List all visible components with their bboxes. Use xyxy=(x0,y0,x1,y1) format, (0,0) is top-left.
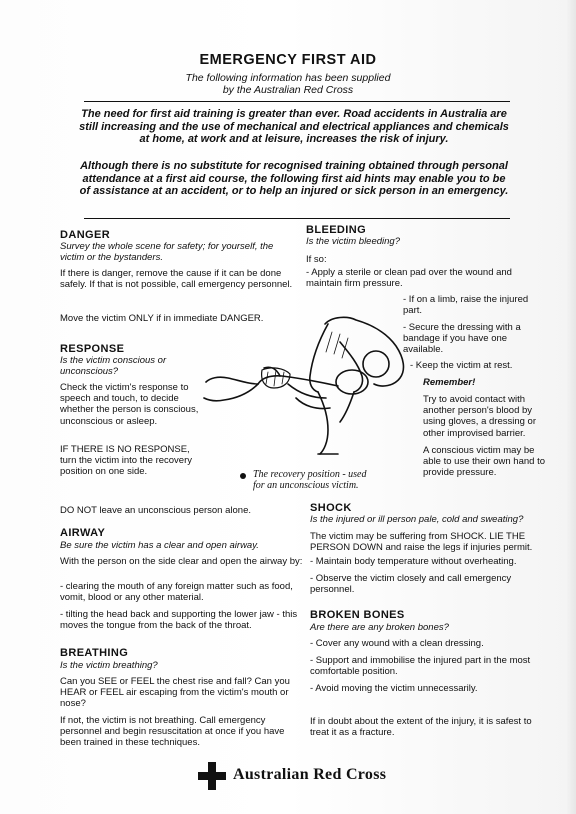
response-paragraph-3: DO NOT leave an unconscious person alone. xyxy=(60,505,251,516)
danger-paragraph-2: Move the victim ONLY if in immediate DANGER. xyxy=(60,313,264,324)
intro-paragraph-2: Although there is no substitute for recognised training obtained through personal attendance at a first aid course, the following first aid hints may enable you to be of assistance at an accident, or to help an injured or sick person in an emergency. xyxy=(79,160,509,197)
shock-bullet-1: - Maintain body temperature without overheating. xyxy=(310,556,517,567)
broken-bones-bullet-2: - Support and immobilise the injured part in the most comfortable position. xyxy=(310,655,531,678)
shock-bullet-2: - Observe the victim closely and call emergency personnel. xyxy=(310,573,512,596)
broken-bones-bullet-3: - Avoid moving the victim unnecessarily. xyxy=(310,683,478,694)
figure-caption xyxy=(253,469,367,491)
shock-paragraph-1: The victim may be suffering from SHOCK. LIE THE PERSON DOWN and raise the legs if injuries permit. xyxy=(310,531,533,554)
airway-bullet-2: - tilting the head back and supporting the lower jaw - this moves the tongue from the back of the throat. xyxy=(60,609,298,632)
top-rule xyxy=(84,101,510,102)
airway-question: Be sure the victim has a clear and open airway. xyxy=(60,540,259,551)
airway-heading: AIRWAY xyxy=(60,527,106,539)
airway-bullet-1: - clearing the mouth of any foreign matter such as food, vomit, blood or any other material. xyxy=(60,581,293,604)
broken-bones-heading: BROKEN BONES xyxy=(310,609,405,621)
figure-caption-line-1: The recovery position - used xyxy=(253,469,367,480)
subtitle-line-1: The following information has been supplied xyxy=(185,72,391,84)
bleeding-remember-paragraph-2: A conscious victim may be able to use their own hand to provide pressure. xyxy=(423,445,546,479)
page-title: EMERGENCY FIRST AID xyxy=(199,52,377,68)
bleeding-question: Is the victim bleeding? xyxy=(306,236,400,247)
shock-question: Is the injured or ill person pale, cold and sweating? xyxy=(310,514,524,525)
bleeding-bullet-4: - Keep the victim at rest. xyxy=(410,360,513,371)
response-question: Is the victim conscious or unconscious? xyxy=(60,355,167,377)
subtitle-line-2: by the Australian Red Cross xyxy=(222,84,354,96)
broken-bones-bullet-1: - Cover any wound with a clean dressing. xyxy=(310,638,484,649)
danger-heading: DANGER xyxy=(60,229,111,241)
response-paragraph-1: Check the victim's response to speech and touch, to decide whether the person is conscious, unconscious or asleep. xyxy=(60,382,199,427)
breathing-paragraph-1: Can you SEE or FEEL the chest rise and fall? Can you HEAR or FEEL air escaping from the victim's mouth or nose? xyxy=(60,676,290,710)
bleeding-remember: Remember! xyxy=(423,377,476,388)
breathing-paragraph-2: If not, the victim is not breathing. Call emergency personnel and begin resuscitation at once if you have been trained in these techniques. xyxy=(60,715,285,749)
bleeding-bullet-3: - Secure the dressing with a bandage if you have one available. xyxy=(403,322,521,356)
broken-bones-question: Are there are any broken bones? xyxy=(310,622,449,633)
danger-paragraph-1: If there is danger, remove the cause if it can be done safely. If that is not possible, call emergency personnel. xyxy=(60,268,293,291)
response-heading: RESPONSE xyxy=(60,343,125,355)
breathing-heading: BREATHING xyxy=(60,647,129,659)
broken-bones-paragraph-1: If in doubt about the extent of the injury, it is safest to treat it as a fracture. xyxy=(310,716,532,739)
intro-paragraph-1: The need for first aid training is greater than ever. Road accidents in Australia are still increasing and the use of mechanical and electrical appliances and chemicals at home, at work and at leisure, increases the risk of injury. xyxy=(79,108,509,145)
shock-heading: SHOCK xyxy=(310,502,352,514)
recovery-position-illustration xyxy=(200,312,440,462)
bleeding-if-so: If so: xyxy=(306,254,327,265)
airway-paragraph-1: With the person on the side clear and open the airway by: xyxy=(60,556,303,567)
danger-question: Survey the whole scene for safety; for yourself, the victim or the bystanders. xyxy=(60,241,274,263)
bleeding-bullet-1: - Apply a sterile or clean pad over the wound and maintain firm pressure. xyxy=(306,267,512,290)
bleeding-bullet-2: - If on a limb, raise the injured part. xyxy=(403,294,529,317)
caption-bullet-icon xyxy=(239,472,247,480)
breathing-question: Is the victim breathing? xyxy=(60,660,158,671)
response-paragraph-2: IF THERE IS NO RESPONSE, turn the victim into the recovery position on one side. xyxy=(60,444,192,478)
bleeding-heading: BLEEDING xyxy=(306,224,367,236)
red-cross-name: Australian Red Cross xyxy=(233,766,387,783)
page-subtitle xyxy=(0,72,576,96)
red-cross-icon xyxy=(198,762,226,790)
bleeding-remember-paragraph-1: Try to avoid contact with another person's blood by using gloves, a dressing or other improvised barrier. xyxy=(423,394,537,439)
intro-bottom-rule xyxy=(84,218,510,219)
page-edge-shadow xyxy=(566,0,576,814)
figure-caption-line-2: for an unconscious victim. xyxy=(253,480,359,491)
